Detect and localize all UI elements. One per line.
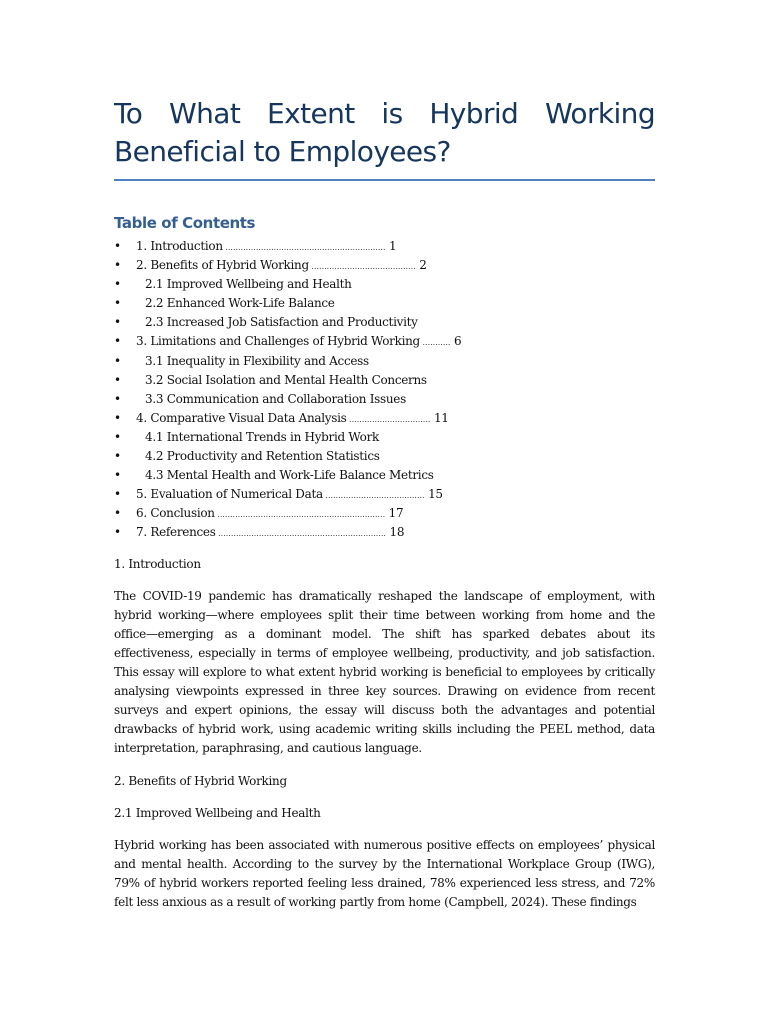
title-divider [114,179,655,181]
document-title: To What Extent is Hybrid Working Beneficial to Employees? [114,97,655,168]
toc-item-label: 5. Evaluation of Numerical Data [136,487,323,502]
bullet-icon: • [114,353,121,368]
toc-item-label: 7. References [136,525,216,540]
toc-item-label: 2.1 Improved Wellbeing and Health [145,277,352,292]
toc-item-label: 6. Conclusion [136,506,215,521]
bullet-icon: • [114,391,121,406]
bullet-icon: • [114,277,121,292]
toc-page-number: 2 [415,258,427,273]
toc-dot-leader: ......................................... [308,262,416,272]
toc-dot-leader: ........... [419,338,451,348]
toc-item-label: 3.2 Social Isolation and Mental Health Concerns [145,372,427,387]
toc-dot-leader: ....................................... [322,491,425,501]
bullet-icon: • [114,506,121,521]
bullet-icon: • [114,525,121,540]
section-heading-benefits: 2. Benefits of Hybrid Working [114,774,287,788]
toc-item-label: 2. Benefits of Hybrid Working [136,258,309,273]
toc-item-label: 3.3 Communication and Collaboration Issues [145,391,406,406]
introduction-paragraph: The COVID-19 pandemic has dramatically reshaped the landscape of employment, with hybrid working—where employees split their time between working from home and the office—emerging as a dominant model. The shift has sparked debates about its effectiveness, especially in terms of employee wellbeing, productivity, and job satisfaction. This essay will explore to what extent hybrid working is beneficial to employees by critically analysing viewpoints expressed in three key sources. Drawing on evidence from recent surveys and expert opinions, the essay will discuss both the advantages and potential drawbacks of hybrid work, using academic writing skills including the PEEL method, data interpretation, paraphrasing, and cautious language. [114,589,655,755]
toc-item-label: 4. Comparative Visual Data Analysis [136,410,347,425]
bullet-icon: • [114,258,121,273]
bullet-icon: • [114,334,121,349]
toc-page-number: 11 [430,410,449,425]
toc-item-label: 2.3 Increased Job Satisfaction and Productivity [145,315,418,330]
bullet-icon: • [114,315,121,330]
bullet-icon: • [114,239,121,253]
bullet-icon: • [114,429,121,444]
toc-dot-leader: ................................ [346,414,431,424]
toc-page-number: 18 [385,525,405,540]
toc-item-label: 4.2 Productivity and Retention Statistics [145,449,380,464]
bullet-icon: • [114,410,121,425]
bullet-icon: • [114,372,121,387]
toc-item-label: 3.1 Inequality in Flexibility and Access [145,353,369,368]
toc-item-label: 4.1 International Trends in Hybrid Work [145,429,379,444]
toc-page-number: 15 [424,487,443,502]
toc-dot-leader: .................................................................. [215,529,386,539]
section-heading-introduction: 1. Introduction [114,557,201,571]
wellbeing-paragraph: Hybrid working has been associated with numerous positive effects on employees’ physical and mental health. According to the survey by the International Workplace Group (IWG), 79% of hybrid workers reported feeling less drained, 78% experienced less stress, and 72% felt less anxious as a result of working partly from home (Campbell, 2024). These findings [114,838,655,909]
subsection-heading-wellbeing: 2.1 Improved Wellbeing and Health [114,806,321,820]
toc-dot-leader: .................................................................. [214,510,386,520]
bullet-icon: • [114,296,121,311]
bullet-icon: • [114,468,121,483]
toc-page-number: 17 [385,506,404,521]
toc-dot-leader: ............................................................... [222,243,386,252]
toc-item-label: 3. Limitations and Challenges of Hybrid Working [136,334,420,349]
toc-page-number: 1 [385,239,397,253]
bullet-icon: • [114,449,121,464]
toc-page-number: 6 [450,334,462,349]
toc-item-label: 2.2 Enhanced Work-Life Balance [145,296,335,311]
bullet-icon: • [114,487,121,502]
toc-heading: Table of Contents [114,214,256,232]
toc-item-label: 1. Introduction [136,239,223,253]
toc-item-label: 4.3 Mental Health and Work-Life Balance Metrics [145,468,434,483]
